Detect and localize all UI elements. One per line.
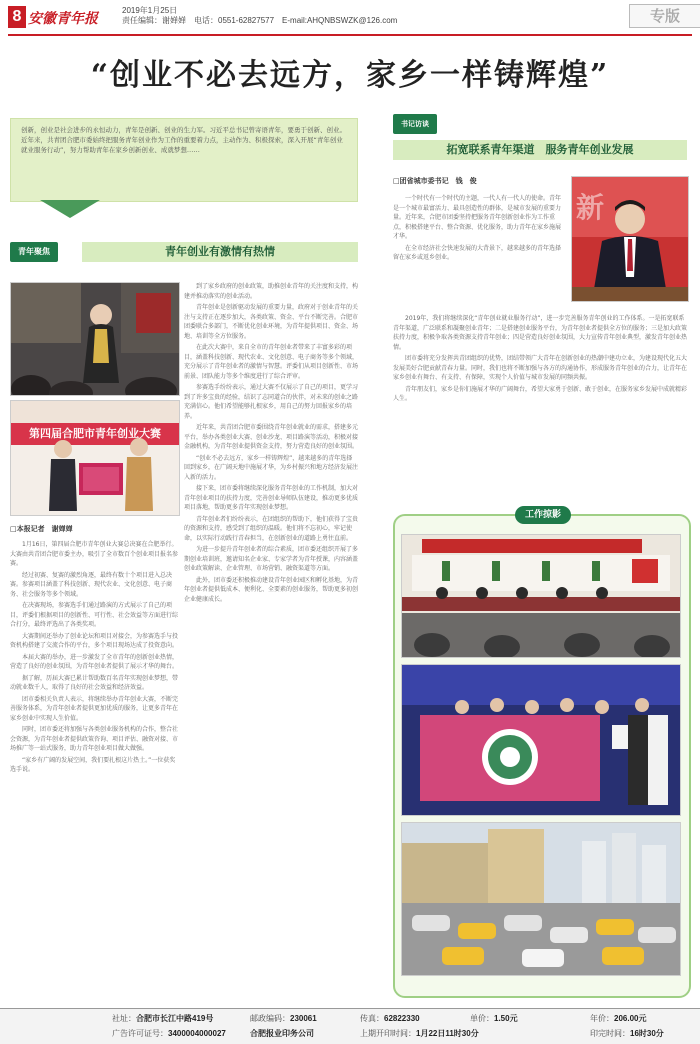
footer-license-value: 3400004000027 [168, 1029, 226, 1038]
left-article-col1: 1月16日，第四届合肥市青年创业大赛总决赛在合肥举行。大赛由共青团合肥市委主办，吸引了全市数百个创业项目报名参赛。 经过初赛、复赛的激烈角逐，最终有数十个项目进入总决赛。参赛项目涵盖了科技创新、现代农业、文化创意、电子商务、社会服务等多个领域。 在决赛现场，参赛选手们通过路演的方式展示了自己的项目，评委们根据项目的创新性、可行性、社会效益等方面进行综合打分，最终评选出了各类奖项。 大赛期间还举办了创业论坛和项目对接会，为参赛选手与投资机构搭建了交流合作的平台，多个项目现场达成了投资意向。 本届大赛的举办，进一步激发了全市青年的创新创业热情，营造了良好的创业氛围，为青年创业者提供了展示才华的舞台。 据了解，历届大赛已累计帮助数百名青年实现创业梦想，带动就业数千人，取得了良好的社会效益和经济效益。 团市委相关负责人表示，将继续举办青年创业大赛，不断完善服务体系，为青年创业者提供更加优质的服务，让更多青年在家乡创业中实现人生价值。 同时，团市委还将加强与各类创业服务机构的合作，整合社会资源，为青年创业者提供政策咨询、项目评估、融资对接、市场推广等一站式服务，助力青年创业项目做大做强。 “家乡有广阔的发展空间，我们要扎根这片热土。”一位获奖选手说。 [10, 541, 178, 773]
footer-address-value: 合肥市长江中路419号 [136, 1014, 214, 1023]
intro-box: 创新，创业是社会进步的永恒动力，青年是创新、创业的生力军。习近平总书记曾寄语青年，要勇于创新、创业。近年来，共青团合肥市委始终把服务青年创业作为工作的重要着力点，主动作为、积极探索，深入开展“青年创业就业服务行动”，努力帮助青年在家乡创新创业、成就梦想…… [10, 118, 358, 202]
footer-price-label: 单价： [470, 1014, 494, 1023]
masthead [0, 0, 700, 36]
footer-printer-value: 合肥报业印务公司 [250, 1029, 314, 1038]
left-section-header [10, 242, 358, 262]
right-section-header [393, 140, 687, 160]
left-article-col2: 到了家乡政府的创业政策，助推创业青年的关注度和支持，构建并推动落实的创业活动。 青年创业是创新驱动发展的重要力量，政府对于创业青年的关注与支持正在逐步加大，各类政策、资金、平台不断完善。合肥市团委联合多部门，不断优化创业环境，为青年提供项目、资金、场地、培训等全方位服务。 在此次大赛中，来自全市的青年创业者带来了丰富多彩的项目，涵盖科技创新、现代农业、文化创意、电子商务等多个领域，充分展示了青年创业者的激情与智慧。评委们从项目创新性、市场前景、团队能力等多个维度进行了综合评审。 参赛选手纷纷表示，通过大赛不仅展示了自己的项目，更学习到了许多宝贵的经验，结识了志同道合的伙伴，对未来的创业之路充满信心。他们希望能够扎根家乡，用自己的努力回报家乡的培养。 近年来，共青团合肥市委围绕青年创业就业的需求，搭建多元平台，举办各类创业大赛、创业沙龙、项目路演等活动，积极对接金融机构，为青年创业提供资金支持，努力营造良好的创业氛围。 “创业不必去远方，家乡一样铸辉煌”，越来越多的青年选择回到家乡，在广阔天地中施展才华，为乡村振兴和地方经济发展注入新的活力。 接下来，团市委将继续深化服务青年创业的工作机制，加大对青年创业项目的扶持力度，完善创业导师队伍建设，推动更多优质项目落地，帮助更多青年实现创业梦想。 青年创业者们纷纷表示，在团组织的帮助下，他们获得了宝贵的资源和支持，感受到了组织的温暖。他们将不忘初心，牢记使命，以实际行动践行青春担当，在创新创业的道路上勇往直前。 为进一步提升青年创业者的综合素质，团市委还组织开展了多期创业培训班，邀请知名企业家、专家学者为青年授课，内容涵盖创业政策解读、企业管理、市场营销、融资渠道等方面。 此外，团市委还积极推动建设青年创业园区和孵化基地，为青年创业者提供低成本、便利化、全要素的创业服务，帮助更多初创企业健康成长。 [184, 283, 358, 603]
right-section-tag: 书记访谈 [393, 114, 437, 134]
footer-address [112, 1013, 213, 1024]
footer-finish [590, 1028, 664, 1039]
svg-text:新: 新 [576, 191, 605, 224]
page-headline: “创业不必去远方，家乡一样铸辉煌” [90, 58, 610, 93]
footer-print-time [360, 1028, 479, 1039]
interview-col-bottom: 2019年，我们将继续深化“青年创业就业服务行动”，进一步完善服务青年创业的工作体系。一是拓宽联系青年渠道，广泛联系和凝聚创业青年；二是搭建创业服务平台，为青年创业者提供全方位的服务；三是加大政策扶持力度，积极争取各类资源支持青年创业；四是营造良好创业氛围，大力宣传青年创业典型，激发青年创业热情。 团市委将充分发挥共青团组织的优势，团结带领广大青年在创新创业的热潮中建功立业，为建设现代化五大发展美好合肥贡献青春力量。同时，我们也将不断加强与各方的沟通协作，形成服务青年创业的合力，让青年在家乡创业有舞台、有支持、有保障，实现个人价值与城市发展的同频共振。 青年朋友们，家乡是你们施展才华的广阔舞台，希望大家勇于创新、敢于创业，在服务家乡发展中成就精彩人生。 [393, 315, 687, 402]
editor-contact: 责任编辑：谢婵婵 电话：0551-62827577 E-mail:AHQNBSWZK@126.com [122, 16, 398, 25]
photo-award [10, 400, 180, 516]
photo-cars-city [401, 822, 681, 976]
footer-zip [250, 1013, 317, 1024]
right-byline: □团省城市委书记 钱 俊 [393, 177, 477, 185]
paper-name: 安徽青年报 [28, 11, 98, 27]
footer-annual-value: 206.00元 [614, 1014, 647, 1023]
page-number: 8 [8, 6, 26, 28]
footer-finish-value: 16时30分 [630, 1029, 664, 1038]
footer-license [112, 1028, 226, 1039]
masthead-info [122, 6, 397, 26]
footer-fax-value: 62822330 [384, 1014, 420, 1023]
photo-meeting [401, 534, 681, 658]
issue-date: 2019年1月25日 [122, 6, 178, 15]
footer-license-label: 广告许可证号： [112, 1029, 168, 1038]
intro-pointer [40, 200, 100, 218]
left-byline: □本报记者 谢婵婵 [10, 525, 73, 533]
right-section-title: 拓宽联系青年渠道 服务青年创业发展 [393, 140, 687, 160]
footer-annual [590, 1013, 646, 1024]
photo-speaker [10, 282, 180, 396]
left-section-tag: 青年聚焦 [10, 242, 58, 262]
footer-price-value: 1.50元 [494, 1014, 518, 1023]
page-footer [0, 1008, 700, 1044]
footer-zip-value: 230061 [290, 1014, 317, 1023]
footer-print-time-label: 上期开印时间： [360, 1029, 416, 1038]
photo-flag-group [401, 664, 681, 816]
footer-zip-label: 邮政编码： [250, 1014, 290, 1023]
footer-print-time-value: 1月22日11时30分 [416, 1029, 479, 1038]
footer-printer [250, 1028, 314, 1039]
footer-address-label: 社址： [112, 1014, 136, 1023]
footer-fax [360, 1013, 420, 1024]
footer-annual-label: 年价： [590, 1014, 614, 1023]
footer-price [470, 1013, 518, 1024]
left-section-title: 青年创业有激情有热情 [82, 242, 358, 262]
section-tag: 专版 [629, 4, 700, 28]
footer-finish-label: 印完时间： [590, 1029, 630, 1038]
footer-fax-label: 传真： [360, 1014, 384, 1023]
photo-secretary [571, 176, 689, 302]
masthead-rule [8, 34, 692, 36]
photo-award-banner: 第四届合肥市青年创业大赛 [29, 427, 161, 440]
interview-col-top: 一个时代有一个时代的主题，一代人有一代人的使命。青年是一个城市最富活力、最具创造性的群体，是城市发展的重要力量。近年来，合肥市团委坚持把服务青年创新创业作为工作重点，积极搭建平台、整合资源、优化服务，助力青年在家乡施展才华。 在全市经济社会快速发展的大背景下，越来越多的青年选择留在家乡或返乡创业。 [393, 195, 562, 261]
work-section-tag: 工作掠影 [515, 506, 571, 524]
right-section-tag-row [393, 114, 687, 134]
